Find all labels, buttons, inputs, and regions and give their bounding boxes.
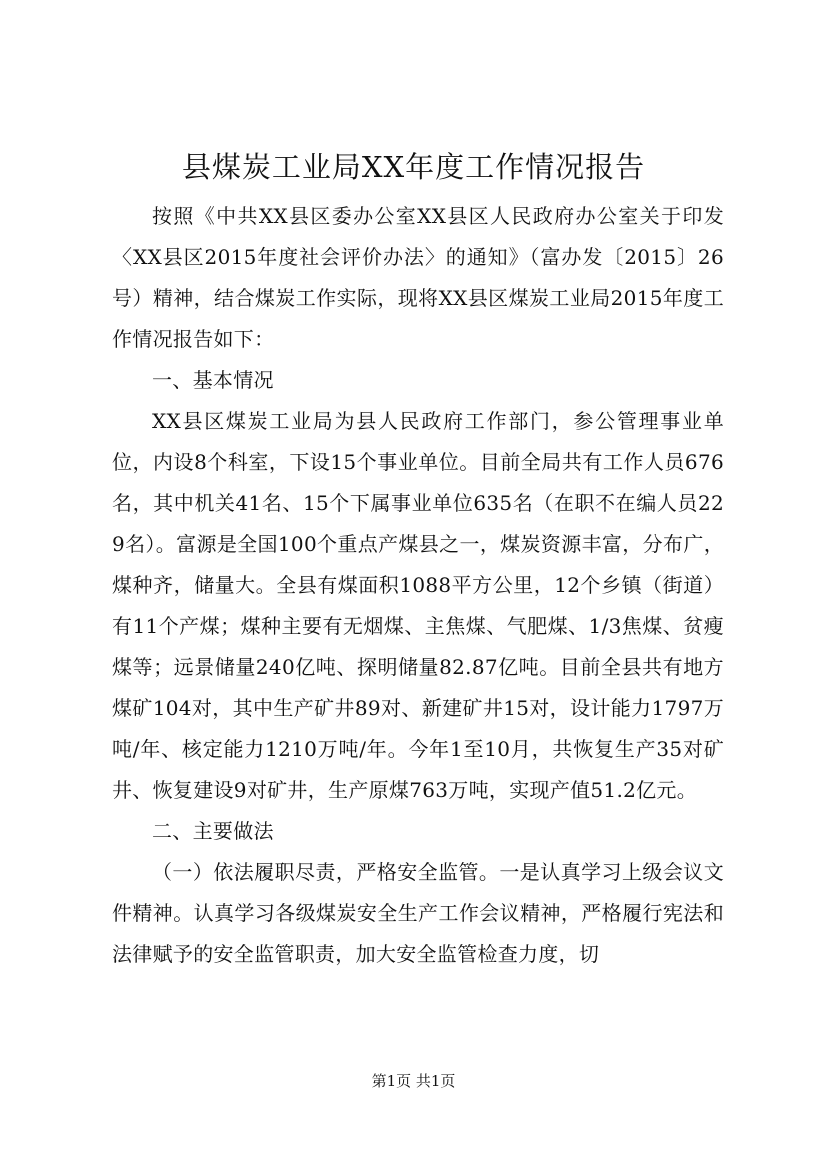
document-title: 县煤炭工业局XX年度工作情况报告 [181, 150, 646, 184]
document-body [112, 196, 724, 975]
section-heading-basic-situation: 一、基本情况 [152, 368, 274, 392]
basic-situation-paragraph: XX县区煤炭工业局为县人民政府工作部门，参公管理事业单位，内设8个科室，下设15个事业单位。目前全局共有工作人员676名，其中机关41名、15个下属事业单位635名（在职不在编人员229名）。富源是全国100个重点产煤县之一，煤炭资源丰富，分布广，煤种齐，储量大。全县有煤面积1088平方公里，12个乡镇（街道）有11个产煤；煤种主要有无烟煤、主焦煤、气肥煤、1/3焦煤、贫瘦煤等；远景储量240亿吨、探明储量82.87亿吨。目前全县共有地方煤矿104对，其中生产矿井89对、新建矿井15对，设计能力1797万吨/年、核定能力1210万吨/年。今年1至10月，共恢复生产35对矿井、恢复建设9对矿井，生产原煤763万吨，实现产值51.2亿元。 [112, 409, 724, 802]
section-heading-main-practices: 二、主要做法 [152, 819, 274, 843]
page-footer: 第1页 共1页 [371, 1072, 456, 1090]
main-practices-paragraph: （一）依法履职尽责，严格安全监管。一是认真学习上级会议文件精神。认真学习各级煤炭安全生产工作会议精神，严格履行宪法和法律赋予的安全监管职责，加大安全监管检查力度，切 [112, 860, 724, 966]
intro-paragraph: 按照《中共XX县区委办公室XX县区人民政府办公室关于印发〈XX县区2015年度社会评价办法〉的通知》（富办发〔2015〕26号）精神，结合煤炭工作实际，现将XX县区煤炭工业局2015年度工作情况报告如下： [112, 204, 724, 351]
